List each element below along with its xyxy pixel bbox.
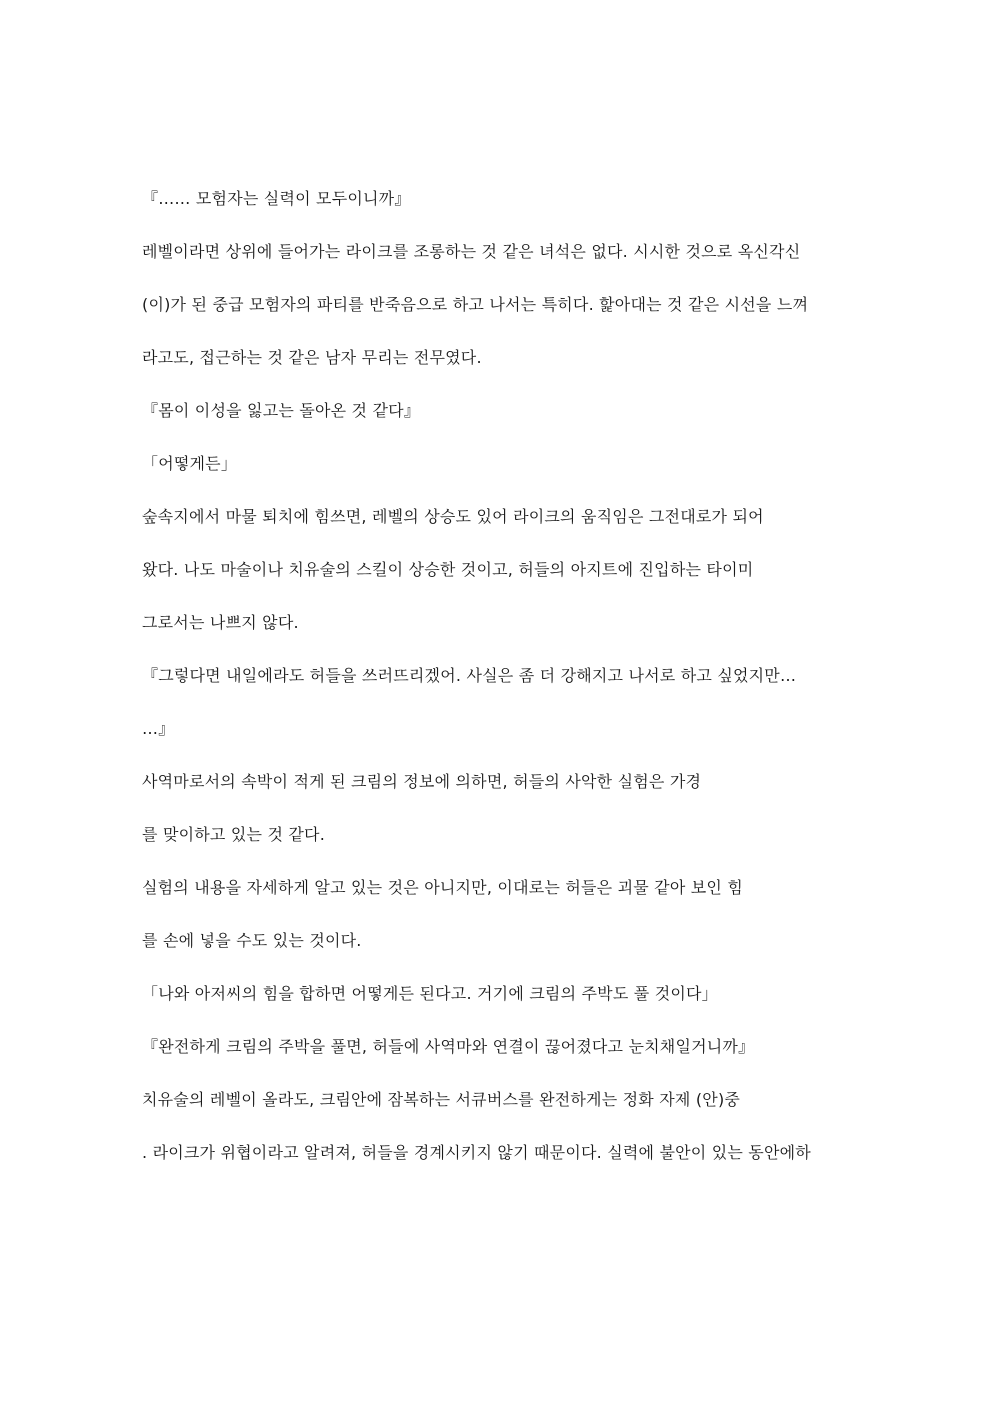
paragraph: 를 손에 넣을 수도 있는 것이다.: [142, 931, 362, 950]
paragraph: 사역마로서의 속박이 적게 된 크림의 정보에 의하면, 허들의 사악한 실험은 가경: [142, 772, 702, 791]
paragraph: 치유술의 레벨이 올라도, 크림안에 잠복하는 서큐버스를 완전하게는 정화 자제 (안)중: [142, 1090, 741, 1109]
paragraph: 숲속지에서 마물 퇴치에 힘쓰면, 레벨의 상승도 있어 라이크의 움직임은 그전대로가 되어: [142, 507, 764, 526]
paragraph: 실험의 내용을 자세하게 알고 있는 것은 아니지만, 이대로는 허들은 괴물 같아 보인 힘: [142, 878, 744, 897]
paragraph: (이)가 된 중급 모험자의 파티를 반죽음으로 하고 나서는 특히다. 핥아대는 것 같은 시선을 느껴: [142, 295, 809, 314]
paragraph: . 라이크가 위협이라고 알려져, 허들을 경계시키지 않기 때문이다. 실력에 불안이 있는 동안에하: [142, 1143, 811, 1162]
paragraph: 『…… 모험자는 실력이 모두이니까』: [142, 189, 411, 208]
paragraph: 를 맞이하고 있는 것 같다.: [142, 825, 325, 844]
paragraph: 레벨이라면 상위에 들어가는 라이크를 조롱하는 것 같은 녀석은 없다. 시시한 것으로 옥신각신: [142, 242, 801, 261]
document-body: [142, 186, 854, 1193]
paragraph: 「어떻게든」: [142, 454, 238, 473]
paragraph: 『완전하게 크림의 주박을 풀면, 허들에 사역마와 연결이 끊어졌다고 눈치채일거니까』: [142, 1037, 755, 1056]
paragraph: 왔다. 나도 마술이나 치유술의 스킬이 상승한 것이고, 허들의 아지트에 진입하는 타이미: [142, 560, 754, 579]
paragraph: 라고도, 접근하는 것 같은 남자 무리는 전무였다.: [142, 348, 482, 367]
paragraph: 『몸이 이성을 잃고는 돌아온 것 같다』: [142, 401, 421, 420]
paragraph: 그로서는 나쁘지 않다.: [142, 613, 299, 632]
paragraph: 『그렇다면 내일에라도 허들을 쓰러뜨리겠어. 사실은 좀 더 강해지고 나서로 하고 싶었지만…: [142, 666, 797, 685]
paragraph: 「나와 아저씨의 힘을 합하면 어떻게든 된다고. 거기에 크림의 주박도 풀 것이다」: [142, 984, 718, 1003]
paragraph: …』: [142, 719, 175, 738]
